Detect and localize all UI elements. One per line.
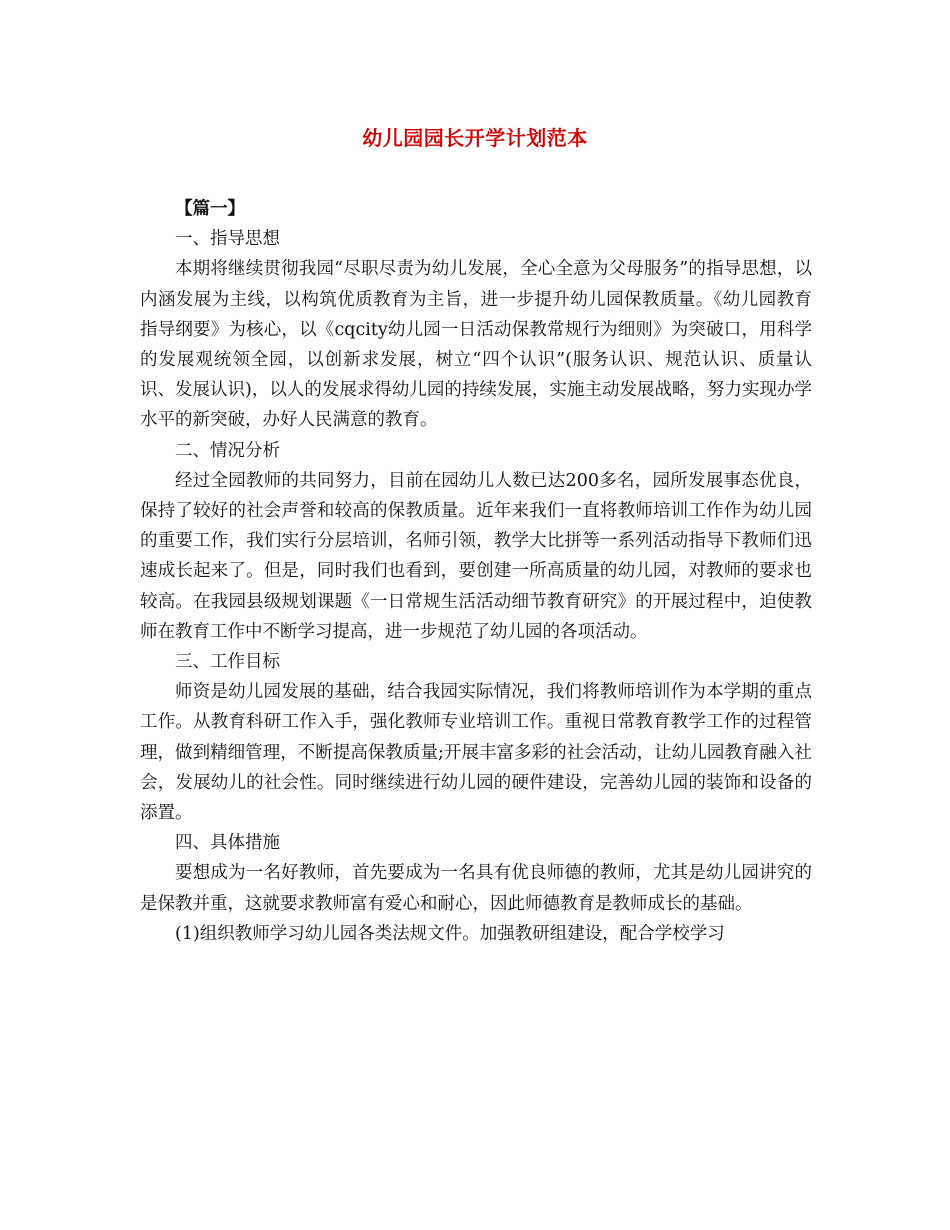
paragraph-situation-analysis: 经过全园教师的共同努力，目前在园幼儿人数已达200多名，园所发展事态优良，保持了较好的社会声誉和较高的保教质量。近年来我们一直将教师培训工作作为幼儿园的重要工作，我们实行分层培训，名师引领，教学大比拼等一系列活动指导下教师们迅速成长起来了。但是，同时我们也看到，要创建一所高质量的幼儿园，对教师的要求也较高。在我园县级规划课题《一日常规生活活动细节教育研究》的开展过程中，迫使教师在教育工作中不断学习提高，进一步规范了幼儿园的各项活动。 [140, 470, 812, 642]
paragraph-guiding-ideology: 本期将继续贯彻我园“尽职尽责为幼儿发展，全心全意为父母服务”的指导思想，以内涵发展为主线，以构筑优质教育为主旨，进一步提升幼儿园保教质量。《幼儿园教育指导纲要》为核心，以《cqcity幼儿园一日活动保教常规行为细则》为突破口，用科学的发展观统领全园，以创新求发展，树立“四个认识”(服务认识、规范认识、质量认识、发展认识)，以人的发展求得幼儿园的持续发展，实施主动发展战略，努力实现办学水平的新突破，办好人民满意的教育。 [140, 259, 812, 431]
section-marker: 【篇一】 [175, 199, 245, 219]
paragraph-work-goals: 师资是幼儿园发展的基础，结合我园实际情况，我们将教师培训作为本学期的重点工作。从教育科研工作入手，强化教师专业培训工作。重视日常教育教学工作的过程管理，做到精细管理，不断提高保教质量;开展丰富多彩的社会活动，让幼儿园教育融入社会，发展幼儿的社会性。同时继续进行幼儿园的硬件建设，完善幼儿园的装饰和设备的添置。 [140, 682, 812, 824]
paragraph-measure-item-1: (1)组织教师学习幼儿园各类法规文件。加强教研组建设，配合学校学习 [175, 923, 725, 944]
section-heading-situation-analysis: 二、情况分析 [175, 440, 280, 461]
document-body [140, 194, 812, 949]
section-heading-specific-measures: 四、具体措施 [175, 833, 280, 854]
section-heading-guiding-ideology: 一、指导思想 [175, 229, 280, 250]
document-title: 幼儿园园长开学计划范本 [362, 126, 588, 150]
paragraph-specific-measures: 要想成为一名好教师，首先要成为一名具有优良师德的教师，尤其是幼儿园讲究的是保教并重，这就要求教师富有爱心和耐心，因此师德教育是教师成长的基础。 [140, 863, 812, 914]
section-heading-work-goals: 三、工作目标 [175, 652, 280, 673]
